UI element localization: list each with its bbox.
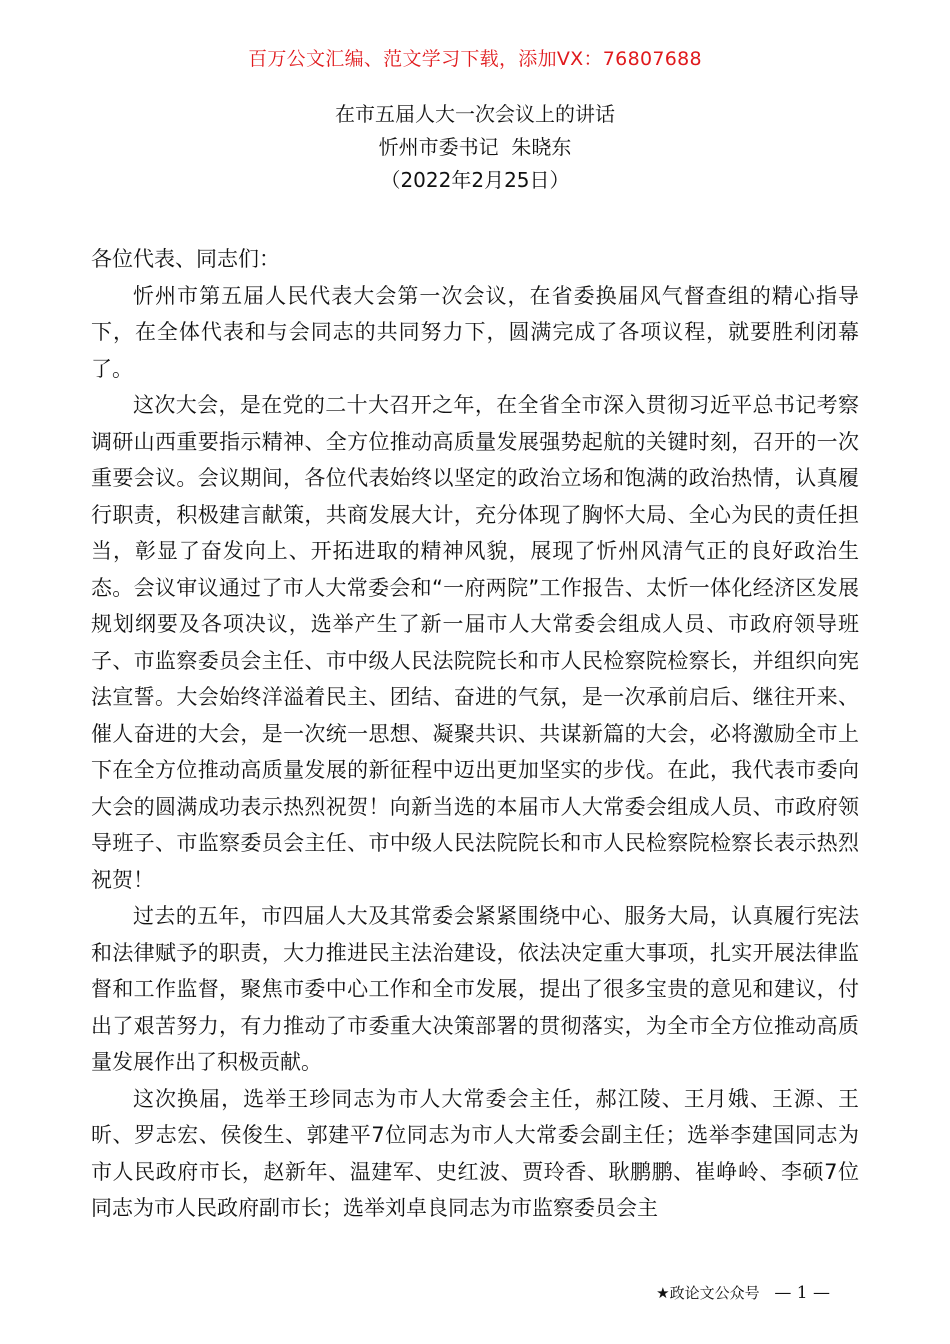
- salutation: 各位代表、同志们：: [91, 247, 280, 271]
- title-block: [0, 98, 950, 197]
- speaker-line: 忻州市委书记 朱晓东: [378, 135, 572, 159]
- document-title: 在市五届人大一次会议上的讲话: [335, 102, 615, 126]
- paragraph: 这次大会，是在党的二十大召开之年，在全省全市深入贯彻习近平总书记考察调研山西重要指示精神、全方位推动高质量发展强势起航的关键时刻，召开的一次重要会议。会议期间，各位代表始终以坚定的政治立场和饱满的政治热情，认真履行职责，积极建言献策，共商发展大计，充分体现了胸怀大局、全心为民的责任担当，彰显了奋发向上、开拓进取的精神风貌，展现了忻州风清气正的良好政治生态。会议审议通过了市人大常委会和“一府两院”工作报告、太忻一体化经济区发展规划纲要及各项决议，选举产生了新一届市人大常委会组成人员、市政府领导班子、市监察委员会主任、市中级人民法院院长和市人民检察院检察长，并组织向宪法宣誓。大会始终洋溢着民主、团结、奋进的气氛，是一次承前启后、继往开来、催人奋进的大会，是一次统一思想、凝聚共识、共谋新篇的大会，必将激励全市上下在全方位推动高质量发展的新征程中迈出更加坚实的步伐。在此，我代表市委向大会的圆满成功表示热烈祝贺！向新当选的本届市人大常委会组成人员、市政府领导班子、市监察委员会主任、市中级人民法院院长和市人民检察院检察长表示热烈祝贺！: [91, 393, 859, 892]
- paragraph: 这次换届，选举王珍同志为市人大常委会主任，郝江陵、王月娥、王源、王昕、罗志宏、侯俊生、郭建平7位同志为市人大常委会副主任；选举李建国同志为市人民政府市长，赵新年、温建军、史红波、贾玲香、耿鹏鹏、崔峥岭、李硕7位同志为市人民政府副市长；选举刘卓良同志为市监察委员会主: [91, 1086, 859, 1220]
- page-footer: [656, 1282, 830, 1303]
- speech-date: （2022年2月25日）: [380, 168, 570, 192]
- paragraph: 忻州市第五届人民代表大会第一次会议，在省委换届风气督查组的精心指导下，在全体代表和与会同志的共同努力下，圆满完成了各项议程，就要胜利闭幕了。: [91, 283, 859, 381]
- footer-source: ★政论文公众号: [656, 1284, 760, 1302]
- document-body: [91, 241, 859, 1227]
- header-banner: 百万公文汇编、范文学习下载，添加VX：76807688: [248, 48, 702, 70]
- page-number: — 1 —: [774, 1283, 830, 1303]
- paragraph: 过去的五年，市四届人大及其常委会紧紧围绕中心、服务大局，认真履行宪法和法律赋予的职责，大力推进民主法治建设，依法决定重大事项，扎实开展法律监督和工作监督，聚焦市委中心工作和全市发展，提出了很多宝贵的意见和建议，付出了艰苦努力，有力推动了市委重大决策部署的贯彻落实，为全市全方位推动高质量发展作出了积极贡献。: [91, 904, 859, 1074]
